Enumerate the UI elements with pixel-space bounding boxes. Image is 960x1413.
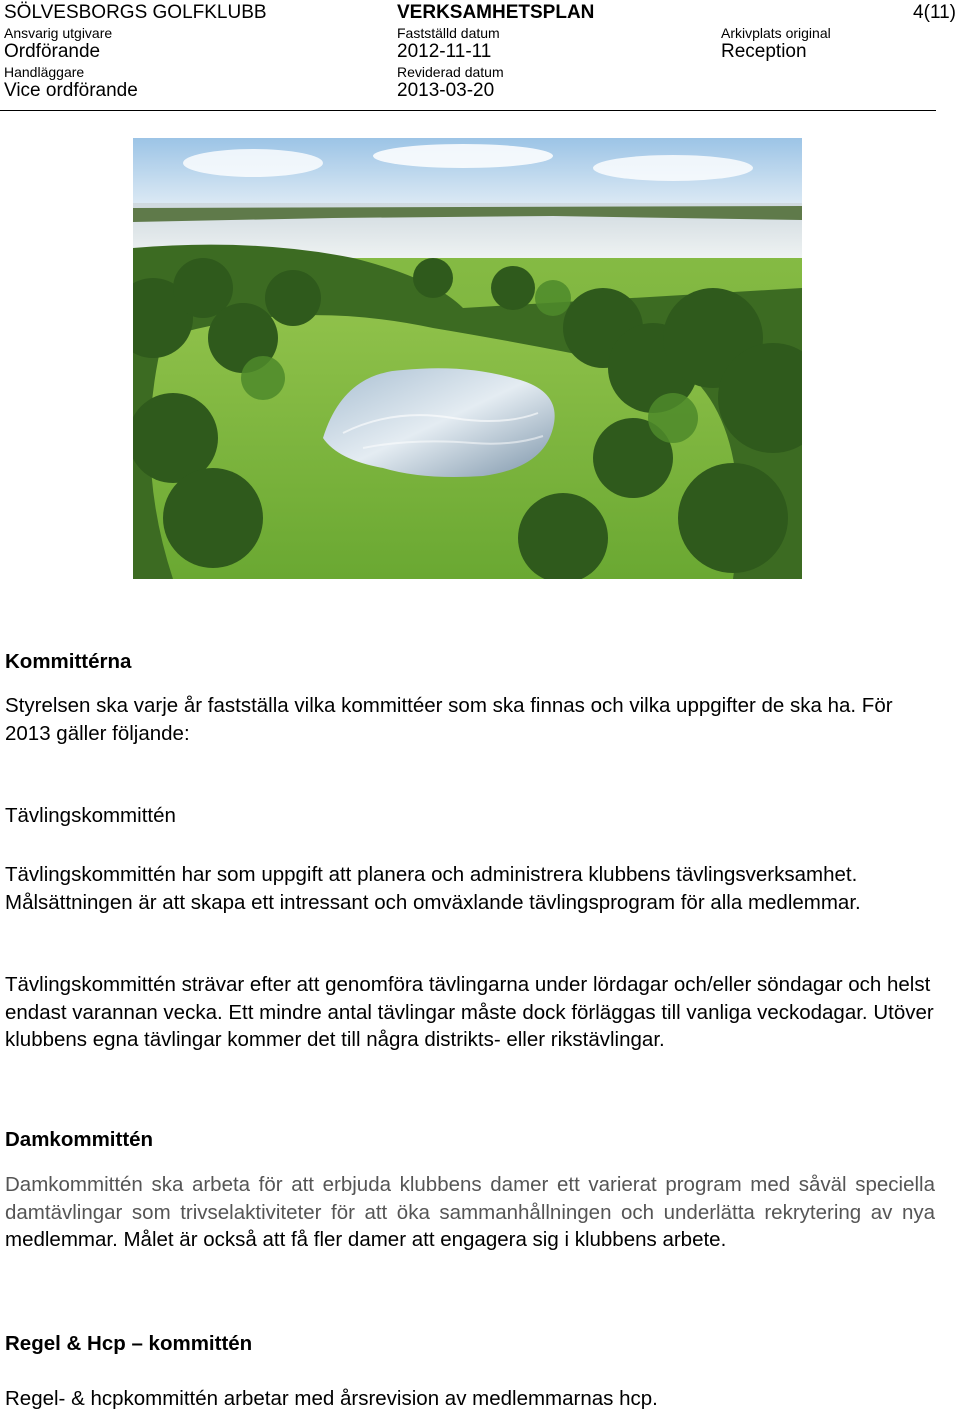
header-divider (0, 110, 936, 111)
handler-label: Handläggare (4, 64, 85, 80)
revised-label: Reviderad datum (397, 64, 504, 80)
handler-value: Vice ordförande (4, 80, 138, 101)
doc-title: VERKSAMHETSPLAN (397, 2, 595, 23)
competition-paragraph-1: Tävlingskommittén har som uppgift att planera och administrera klubbens tävlingsverksamhet. Målsättningen är att skapa ett intressant och omväxlande tävlingsprogram för alla medlemmar. (5, 863, 861, 914)
responsible-label: Ansvarig utgivare (4, 25, 113, 41)
rules-heading: Regel & Hcp – kommittén (5, 1332, 253, 1355)
ladies-paragraph (5, 1171, 935, 1254)
established-value: 2012-11-11 (397, 41, 492, 62)
ladies-text-part-a: Damkommittén ska arbeta för att erbjuda klubbens damer ett varierat program med såväl speciella damtävlingar som trivselaktiviteter för att öka sammanhållningen och underlätta rekrytering av nya (5, 1173, 935, 1224)
archive-value: Reception (721, 41, 807, 62)
page-number: 4(11) (913, 2, 956, 23)
established-label: Fastställd datum (397, 25, 500, 41)
archive-label: Arkivplats original (721, 25, 831, 41)
revised-value: 2013-03-20 (397, 80, 495, 101)
golf-course-photo (133, 138, 802, 579)
committees-text: Styrelsen ska varje år fastställa vilka kommittéer som ska finnas och vilka uppgifter de ska ha. För 2013 gäller följande: (5, 694, 893, 745)
ladies-heading: Damkommittén (5, 1128, 154, 1151)
competition-paragraph-2: Tävlingskommittén strävar efter att genomföra tävlingarna under lördagar och/eller söndagar och helst endast varannan vecka. Ett mindre antal tävlingar måste dock förläggas till vanliga veckodagar. Utöver klubbens egna tävlingar kommer det till några distrikts- eller rikstävlingar. (5, 973, 934, 1051)
competition-heading: Tävlingskommittén (5, 804, 176, 827)
responsible-value: Ordförande (4, 41, 101, 62)
rules-text: Regel- & hcpkommittén arbetar med årsrevision av medlemmarnas hcp. (5, 1387, 658, 1410)
ladies-text-part-b: medlemmar. Målet är också att få fler damer att engagera sig i klubbens arbete. (5, 1228, 727, 1251)
committees-heading: Kommittérna (5, 650, 132, 673)
org-name: SÖLVESBORGS GOLFKLUBB (4, 2, 267, 23)
